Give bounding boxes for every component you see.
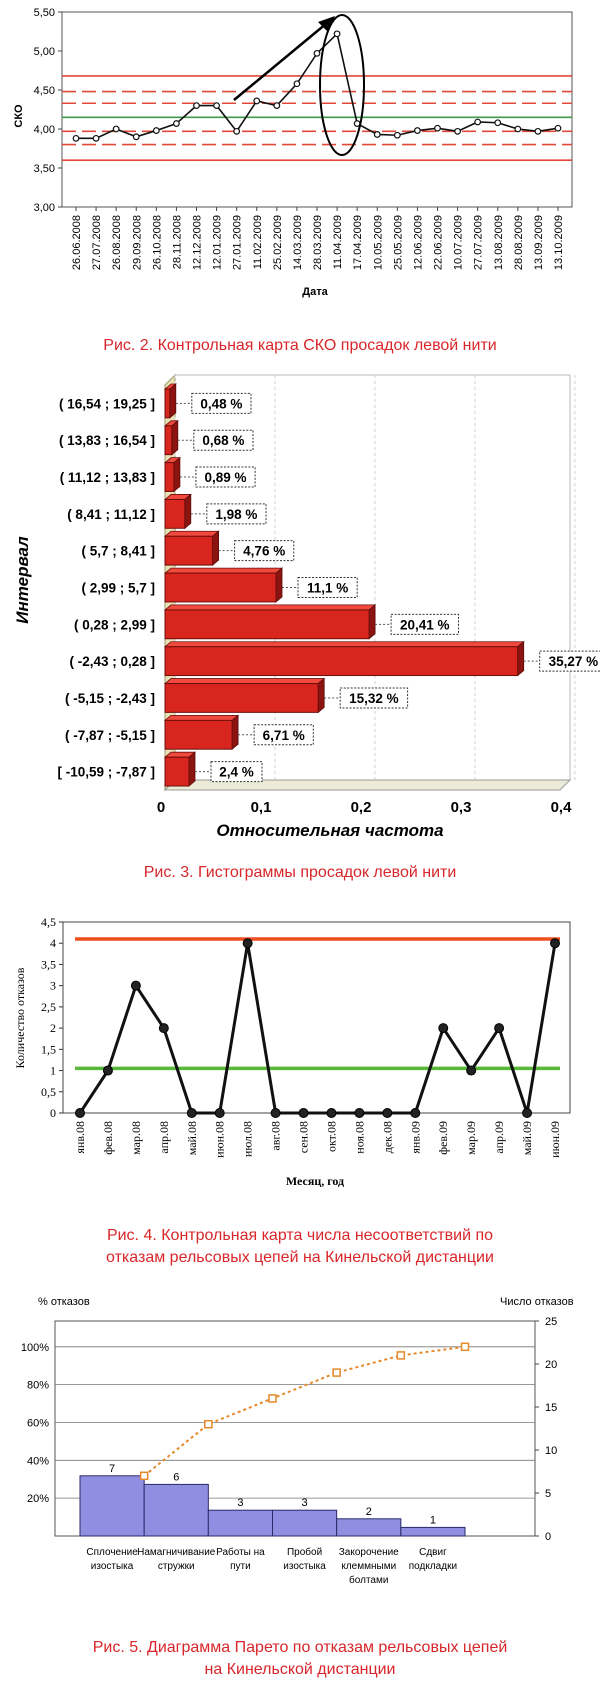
fig5-bar-label: 3 <box>237 1497 244 1510</box>
fig3-value-label: 4,76 % <box>243 543 286 559</box>
fig2-xtick-label: 10.07.2009 <box>452 215 465 271</box>
fig5-category-label: Сдвиг <box>419 1547 447 1558</box>
fig4-xtick-label: фев.09 <box>436 1121 451 1155</box>
fig2-point <box>374 132 380 138</box>
fig5-right-axis-title: Число отказов <box>500 1296 574 1308</box>
fig2-xtick-label: 11.02.2009 <box>251 215 264 270</box>
fig4-ytick-label: 3,5 <box>41 957 56 972</box>
fig3-xlabel: Относительная частота <box>216 821 444 840</box>
fig3-xtick-label: 0 <box>156 799 166 816</box>
fig3-category-label: ( 16,54 ; 19,25 ] <box>58 396 155 412</box>
fig5-bar <box>401 1527 465 1536</box>
fig3-category-label: ( -7,87 ; -5,15 ] <box>64 727 155 743</box>
fig4-xtick-label: янв.08 <box>73 1121 87 1154</box>
fig4-point <box>411 1109 420 1118</box>
fig4-xtick-label: ноя.08 <box>352 1121 367 1154</box>
fig3-xtick-label: 0,3 <box>450 799 472 816</box>
fig4-point <box>187 1109 196 1118</box>
fig2-xtick-label: 28.03.2009 <box>312 215 324 271</box>
fig2-ytick-label: 3,50 <box>33 163 55 175</box>
fig3-category-label: ( 0,28 ; 2,99 ] <box>73 617 155 633</box>
fig3-category-label: ( 11,12 ; 13,83 ] <box>59 470 155 486</box>
fig2-point <box>515 126 521 132</box>
fig2-point <box>133 134 139 140</box>
fig5-bar <box>80 1476 144 1536</box>
fig3-category-label: ( 5,7 ; 8,41 ] <box>81 543 155 559</box>
fig2-ytick-label: 5,50 <box>33 7 55 19</box>
fig3-xtick-label: 0,1 <box>250 799 272 816</box>
fig5-caption-line2: на Кинельской дистанции <box>204 1661 396 1678</box>
fig3-xtick-label: 0,2 <box>350 799 372 816</box>
fig2-point <box>415 128 421 134</box>
fig5-left-tick-label: 100% <box>20 1341 49 1354</box>
fig4-ytick-label: 0,5 <box>41 1084 56 1099</box>
fig5-left-axis-title: % отказов <box>38 1296 90 1308</box>
fig2-ytick-label: 5,00 <box>33 46 55 58</box>
fig2-xlabel: Дата <box>302 286 328 298</box>
fig2-xtick-label: 12.01.2009 <box>211 214 224 271</box>
fig5-left-tick-label: 20% <box>26 1493 49 1506</box>
fig4-ytick-label: 1,5 <box>41 1042 56 1057</box>
fig4-ytick-label: 4 <box>50 936 56 951</box>
fig4-caption-line2: отказам рельсовых цепей на Кинельской дистанции <box>106 1249 494 1266</box>
fig5-right-tick-label: 15 <box>545 1402 558 1414</box>
fig4-ytick-label: 0 <box>50 1106 56 1120</box>
fig4-xtick-label: апр.09 <box>492 1121 507 1154</box>
fig4-point <box>327 1109 336 1118</box>
fig3-chart <box>0 370 600 845</box>
fig5-bar-label: 2 <box>365 1505 372 1518</box>
fig5-chart <box>0 1290 600 1620</box>
fig5-bar <box>273 1510 337 1536</box>
fig5-cumulative-point <box>333 1369 340 1376</box>
fig3-value-label: 15,32 % <box>349 690 399 706</box>
fig2-xtick-label: 13.09.2009 <box>532 215 545 271</box>
fig3-bar <box>165 647 518 676</box>
fig2-point <box>113 126 119 132</box>
fig4-point <box>383 1109 392 1118</box>
figure-4 <box>0 910 600 1280</box>
fig2-point <box>455 129 461 135</box>
fig3-category-label: ( 13,83 ; 16,54 ] <box>58 433 155 449</box>
fig3-caption: Рис. 3. Гистограммы просадок левой нити <box>143 864 457 881</box>
fig2-xtick-label: 27.07.2008 <box>91 215 104 271</box>
fig3-bar <box>165 610 369 639</box>
fig2-point <box>93 136 99 142</box>
fig4-point <box>271 1109 280 1118</box>
fig5-cumulative-point <box>269 1395 276 1402</box>
fig2-xtick-label: 29.09.2008 <box>131 215 144 271</box>
fig3-value-label: 0,89 % <box>204 470 247 486</box>
fig2-xtick-label: 27.01.2009 <box>231 215 244 271</box>
fig3-bar-top <box>165 642 524 647</box>
fig2-xtick-label: 25.05.2009 <box>392 215 405 271</box>
fig4-xtick-label: авг.08 <box>268 1121 283 1151</box>
fig3-value-label: 1,98 % <box>215 506 258 522</box>
fig2-point <box>174 121 180 127</box>
fig3-value-label: 35,27 % <box>548 654 599 670</box>
fig3-xtick-label: 0,4 <box>550 799 572 816</box>
fig3-bar <box>165 536 213 565</box>
fig3-value-label: 2,4 % <box>219 764 254 780</box>
fig4-xlabel: Месяц, год <box>285 1174 345 1188</box>
fig2-caption: Рис. 2. Контрольная карта СКО просадок левой нити <box>103 337 497 354</box>
fig3-bar-side <box>170 384 176 418</box>
fig4-point <box>131 981 140 990</box>
fig2-point <box>73 136 79 142</box>
fig2-xtick-label: 12.06.2009 <box>412 215 425 271</box>
fig4-point <box>495 1024 504 1033</box>
fig4-ytick-label: 1 <box>50 1063 56 1078</box>
fig3-bar-side <box>172 421 178 455</box>
fig4-xtick-label: сен.08 <box>296 1121 311 1154</box>
fig2-xtick-label: 13.10.2009 <box>553 215 565 271</box>
fig3-value-label: 6,71 % <box>262 727 305 743</box>
fig2-xtick-label: 26.08.2008 <box>111 215 124 271</box>
fig3-bar <box>165 426 172 455</box>
fig3-bar <box>165 684 318 713</box>
fig2-xtick-label: 26.10.2008 <box>151 215 164 271</box>
fig2-ytick-label: 3,00 <box>33 202 55 214</box>
fig4-xtick-label: май.08 <box>184 1121 199 1156</box>
fig2-point <box>234 129 240 135</box>
fig5-bar-label: 7 <box>109 1462 116 1475</box>
fig2-point <box>555 125 561 131</box>
fig4-point <box>215 1109 224 1118</box>
fig2-point <box>314 51 320 57</box>
fig5-cumulative-point <box>205 1421 212 1428</box>
fig4-xtick-label: апр.08 <box>156 1121 171 1154</box>
fig2-point <box>194 103 200 109</box>
fig3-bar-side <box>232 715 238 749</box>
fig2-chart <box>0 0 600 305</box>
fig5-category-label: изостыка <box>90 1561 134 1572</box>
fig4-xtick-label: дек.08 <box>380 1121 395 1154</box>
fig2-xtick-label: 25.02.2009 <box>271 215 284 271</box>
fig3-value-label: 11,1 % <box>306 580 349 596</box>
fig3-bar <box>165 499 185 528</box>
fig3-value-label: 0,68 % <box>202 433 245 449</box>
fig3-ylabel: Интервал <box>13 536 32 624</box>
fig2-point <box>334 31 340 37</box>
fig3-category-label: ( 8,41 ; 11,12 ] <box>67 506 155 522</box>
fig2-xtick-label: 12.12.2008 <box>191 215 204 271</box>
fig3-category-label: ( -2,43 ; 0,28 ] <box>69 654 155 670</box>
fig2-point <box>535 129 541 135</box>
fig3-bar-side <box>174 458 180 492</box>
fig2-point <box>475 119 481 125</box>
fig4-point <box>76 1109 85 1118</box>
fig2-ylabel: СКО <box>13 104 25 128</box>
fig4-ytick-label: 3 <box>50 978 56 993</box>
fig3-value-label: 0,48 % <box>200 396 243 412</box>
fig2-xtick-label: 10.05.2009 <box>372 215 385 271</box>
fig2-xtick-label: 13.08.2009 <box>492 215 505 271</box>
fig2-ytick-label: 4,00 <box>33 124 55 136</box>
fig4-xtick-label: окт.08 <box>324 1121 339 1153</box>
fig3-bar-top <box>165 568 282 573</box>
fig4-xtick-label: фев.08 <box>100 1121 115 1155</box>
fig5-right-tick-label: 20 <box>545 1359 558 1371</box>
fig2-xtick-label: 28.08.2009 <box>512 215 525 271</box>
fig4-point <box>439 1024 448 1033</box>
fig5-bar <box>337 1519 401 1536</box>
fig5-bar <box>144 1484 208 1536</box>
fig3-bar-side <box>318 679 324 713</box>
fig3-bar <box>165 573 276 602</box>
fig4-point <box>551 939 560 948</box>
fig3-bar-side <box>276 568 282 602</box>
fig2-xtick-label: 27.07.2009 <box>472 214 485 271</box>
fig5-right-tick-label: 5 <box>545 1488 552 1500</box>
fig3-bar-side <box>185 494 191 528</box>
fig5-bar-label: 3 <box>301 1497 308 1510</box>
fig4-xtick-label: мар.09 <box>464 1121 479 1155</box>
fig3-bar <box>165 757 189 786</box>
fig3-bar-top <box>165 715 238 720</box>
fig2-xtick-label: 22.06.2009 <box>432 215 445 271</box>
fig3-bar-top <box>165 679 324 684</box>
fig5-cumulative-point <box>462 1343 469 1350</box>
fig3-bar-side <box>518 642 524 676</box>
fig5-category-label: болтами <box>349 1575 389 1586</box>
fig2-point <box>294 81 300 87</box>
fig5-category-label: пути <box>230 1561 251 1572</box>
fig4-ytick-label: 4,5 <box>41 915 56 929</box>
fig5-category-label: Закорочение <box>338 1547 399 1558</box>
fig4-xtick-label: июн.09 <box>548 1121 562 1158</box>
fig4-ytick-label: 2,5 <box>41 999 56 1014</box>
fig4-ytick-label: 2 <box>50 1021 56 1036</box>
fig2-point <box>214 103 220 109</box>
fig3-value-label: 20,41 % <box>400 617 450 633</box>
fig5-caption-line1: Рис. 5. Диаграмма Парето по отказам рельсовых цепей <box>92 1639 508 1656</box>
fig3-bar-side <box>369 605 375 639</box>
fig5-bar-label: 6 <box>173 1471 180 1484</box>
fig3-bar <box>165 389 170 418</box>
fig2-ytick-label: 4,50 <box>33 85 55 97</box>
fig5-category-label: изостыка <box>283 1561 326 1572</box>
fig5-category-label: Намагничивание <box>137 1547 216 1558</box>
fig5-right-tick-label: 0 <box>545 1531 552 1543</box>
fig5-category-label: стружки <box>157 1561 195 1572</box>
fig5-left-tick-label: 40% <box>26 1455 49 1468</box>
fig5-category-label: подкладки <box>408 1561 458 1572</box>
figure-2 <box>0 0 600 360</box>
fig4-point <box>467 1066 476 1075</box>
figure-5 <box>0 1290 600 1694</box>
fig4-caption-line1: Рис. 4. Контрольная карта числа несоответствий по <box>106 1227 494 1244</box>
fig5-category-label: Пробой <box>286 1547 323 1558</box>
fig3-bar <box>165 720 232 749</box>
fig4-point <box>243 939 252 948</box>
fig5-category-label: клеммными <box>341 1561 397 1572</box>
fig5-bar <box>208 1510 272 1536</box>
fig2-point <box>154 128 160 134</box>
fig5-bar-label: 1 <box>429 1514 436 1527</box>
fig2-xtick-label: 17.04.2009 <box>352 215 365 271</box>
fig2-xtick-label: 14.03.2009 <box>291 215 304 271</box>
fig3-bar-top <box>165 605 375 610</box>
fig3-category-label: ( 2,99 ; 5,7 ] <box>81 580 155 596</box>
fig2-point <box>435 125 441 131</box>
fig2-xtick-label: 26.06.2008 <box>71 215 83 271</box>
fig3-bar-side <box>213 531 219 565</box>
fig4-point <box>299 1109 308 1118</box>
fig3-category-label: ( -5,15 ; -2,43 ] <box>64 690 155 706</box>
fig5-cumulative-point <box>141 1472 148 1479</box>
fig3-category-label: [ -10,59 ; -7,87 ] <box>57 764 155 780</box>
fig2-xtick-label: 28.11.2008 <box>171 215 184 270</box>
fig3-bar <box>165 463 174 492</box>
fig3-bar-top <box>165 531 219 536</box>
fig4-point <box>159 1024 168 1033</box>
fig5-left-tick-label: 80% <box>26 1379 49 1392</box>
fig2-point <box>254 98 260 104</box>
fig4-xtick-label: май.09 <box>520 1121 535 1156</box>
fig4-point <box>523 1109 532 1118</box>
fig5-category-label: Работы на <box>216 1547 265 1558</box>
fig2-point <box>274 103 280 109</box>
figure-3 <box>0 370 600 890</box>
fig5-category-label: Сплочение <box>86 1547 138 1558</box>
fig2-xtick-label: 11.04.2009 <box>332 215 345 270</box>
fig2-point <box>395 132 401 138</box>
fig5-right-tick-label: 10 <box>545 1445 558 1457</box>
fig4-point <box>355 1109 364 1118</box>
fig4-xtick-label: мар.08 <box>128 1121 143 1155</box>
fig4-xtick-label: янв.09 <box>408 1121 423 1154</box>
fig4-xtick-label: июл.08 <box>240 1121 255 1158</box>
fig4-xtick-label: июн.08 <box>212 1121 227 1158</box>
fig5-right-tick-label: 25 <box>545 1316 558 1328</box>
fig4-point <box>103 1066 112 1075</box>
fig5-cumulative-point <box>397 1352 404 1359</box>
fig4-ylabel: Количество отказов <box>13 967 27 1069</box>
fig5-left-tick-label: 60% <box>26 1417 49 1430</box>
fig4-chart <box>0 910 600 1210</box>
fig2-point <box>495 120 501 126</box>
fig3-bar-side <box>189 752 195 786</box>
